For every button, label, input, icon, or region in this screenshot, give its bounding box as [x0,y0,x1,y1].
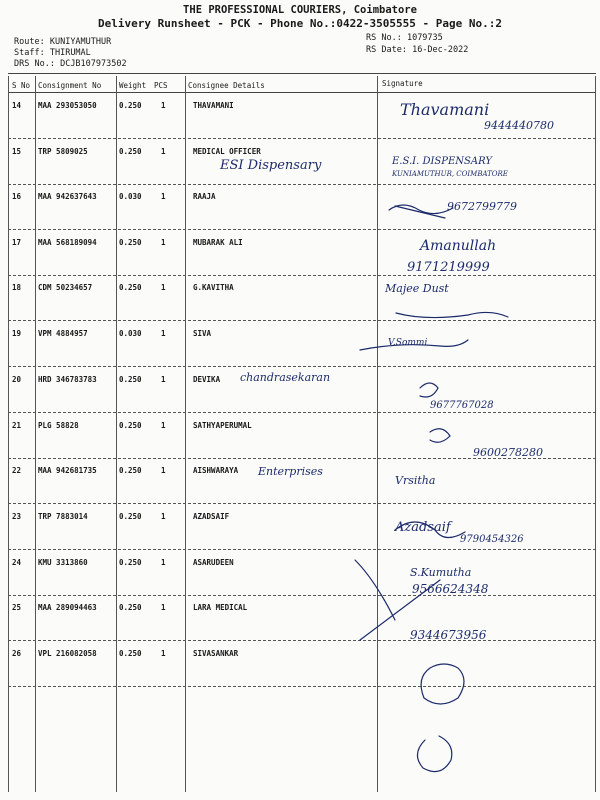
cell-sno: 18 [12,283,22,292]
cell-consignee: LARA MEDICAL [193,603,248,612]
handwritten-phone: 9566624348 [412,582,489,596]
cell-consignee: SIVASANKAR [193,649,239,658]
cell-consignment-no: TRP 7883014 [38,512,88,521]
handwritten-phone: 9444440780 [484,119,554,132]
col-header-weight: Weight [119,81,147,90]
staff-value: THIRUMAL [49,48,91,58]
cell-consignee: MEDICAL OFFICER [193,147,261,156]
handwritten-signature: E.S.I. DISPENSARY [392,156,492,167]
cell-pcs: 1 [161,603,166,612]
cell-consignment-no: MAA 942637643 [38,192,97,201]
cell-consignee: ASARUDEEN [193,558,234,567]
cell-consignee: G.KAVITHA [193,283,234,292]
signature-scribble [395,522,465,538]
cell-consignee: THAVAMANI [193,101,234,110]
cell-pcs: 1 [161,558,166,567]
signature-scribble [420,383,438,397]
cell-sno: 21 [12,421,22,430]
cell-sno: 25 [12,603,22,612]
handwritten-phone: 9672799779 [447,200,517,213]
handwritten-phone: KUNIAMUTHUR, COIMBATORE [392,170,508,178]
cell-pcs: 1 [161,192,166,201]
cell-pcs: 1 [161,329,166,338]
cell-weight: 0.250 [119,375,142,384]
cell-pcs: 1 [161,147,166,156]
cell-sno: 15 [12,147,22,156]
cell-consignment-no: VPM 4884957 [38,329,88,338]
handwritten-note: chandrasekaran [240,371,331,384]
col-header-consignee: Consignee Details [188,81,265,90]
cell-sno: 23 [12,512,22,521]
cell-weight: 0.030 [119,192,142,201]
cell-consignee: AISHWARAYA [193,466,239,475]
handwritten-signature: Majee Dust [385,282,449,295]
col-header-sno: S No [12,81,31,90]
handwritten-phone: 9600278280 [473,446,543,459]
cell-consignment-no: PLG 58828 [38,421,79,430]
rs-no-label: RS No.: [366,33,402,43]
cell-consignee: MUBARAK ALI [193,238,243,247]
cell-weight: 0.030 [119,329,142,338]
signature-scribble [396,312,508,317]
cell-sno: 14 [12,101,22,110]
cell-weight: 0.250 [119,603,142,612]
cell-weight: 0.250 [119,466,142,475]
signature-scribble [355,560,440,640]
rs-date-label: RS Date: [366,45,407,55]
cell-pcs: 1 [161,238,166,247]
handwritten-signature: Amanullah [420,238,497,254]
handwritten-signature: Azadsaif [395,520,451,535]
handwritten-signature: S.Kumutha [410,566,472,579]
cell-weight: 0.250 [119,421,142,430]
cell-weight: 0.250 [119,558,142,567]
cell-consignment-no: HRD 346783783 [38,375,97,384]
drs-label: DRS No.: [14,59,55,69]
cell-pcs: 1 [161,375,166,384]
drs-value: DCJB107973502 [60,59,127,69]
col-header-pcs: PCS [154,81,168,90]
cell-pcs: 1 [161,512,166,521]
document-subtitle: Delivery Runsheet - PCK - Phone No.:0422-3505555 - Page No.:2 [98,17,502,30]
cell-consignment-no: CDM 50234657 [38,283,93,292]
cell-consignment-no: TRP 5809025 [38,147,88,156]
handwritten-phone: 9790454326 [460,534,524,545]
rs-date-value: 16-Dec-2022 [412,45,469,55]
cell-sno: 19 [12,329,22,338]
handwritten-note: ESI Dispensary [220,158,322,173]
handwritten-signature: Thavamani [400,100,490,119]
cell-weight: 0.250 [119,649,142,658]
cell-consignment-no: KMU 3313860 [38,558,88,567]
col-header-consignment: Consignment No [38,81,102,90]
handwritten-signature: Vrsitha [395,474,436,487]
staff-label: Staff: [14,48,45,58]
col-header-signature: Signature [382,79,423,88]
signature-scribble [421,664,464,704]
cell-sno: 22 [12,466,22,475]
signature-scribble [360,340,468,350]
cell-pcs: 1 [161,649,166,658]
cell-consignee: RAAJA [193,192,216,201]
cell-sno: 26 [12,649,22,658]
cell-consignee: AZADSAIF [193,512,230,521]
cell-weight: 0.250 [119,101,142,110]
cell-sno: 16 [12,192,22,201]
cell-pcs: 1 [161,101,166,110]
cell-sno: 24 [12,558,22,567]
rs-no-value: 1079735 [406,33,443,43]
cell-consignment-no: VPL 216082058 [38,649,97,658]
cell-weight: 0.250 [119,238,142,247]
cell-weight: 0.250 [119,512,142,521]
route-label: Route: [14,37,45,47]
cell-sno: 20 [12,375,22,384]
cell-consignee: SATHYAPERUMAL [193,421,252,430]
document-title: THE PROFESSIONAL COURIERS, Coimbatore [183,4,417,16]
cell-consignment-no: MAA 289094463 [38,603,97,612]
handwritten-phone: 9344673956 [410,628,487,642]
cell-pcs: 1 [161,283,166,292]
route-value: KUNIYAMUTHUR [49,37,112,47]
handwritten-note: Enterprises [258,465,323,478]
handwritten-phone: 9171219999 [407,260,490,275]
cell-sno: 17 [12,238,22,247]
cell-consignment-no: MAA 568189094 [38,238,97,247]
cell-pcs: 1 [161,421,166,430]
cell-weight: 0.250 [119,147,142,156]
cell-pcs: 1 [161,466,166,475]
cell-consignee: DEVIKA [193,375,221,384]
cell-consignee: SIVA [193,329,212,338]
handwritten-phone: 9677767028 [430,400,494,411]
signature-scribble [395,206,445,218]
signature-scribble [417,736,451,772]
cell-weight: 0.250 [119,283,142,292]
cell-consignment-no: MAA 293053050 [38,101,97,110]
signature-scribble [430,429,450,442]
handwritten-signature: V.Sommi [388,338,428,348]
cell-consignment-no: MAA 942681735 [38,466,97,475]
